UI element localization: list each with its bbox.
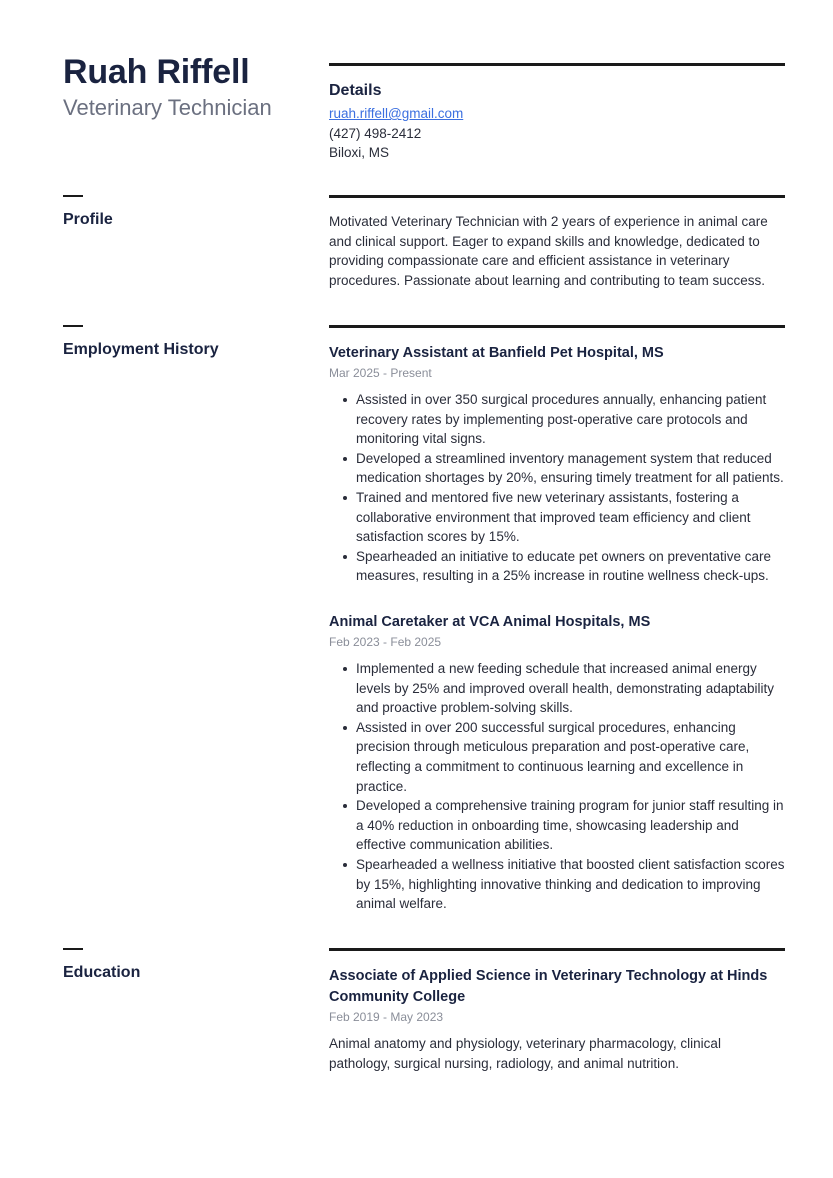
education-dates: Feb 2019 - May 2023 [329,1010,444,1024]
job-title: Veterinary Assistant at Banfield Pet Hospital, MS [329,345,664,361]
bullet-item: Developed a streamlined inventory management system that reduced medication shortages by 20%, ensuring timely treatment for all patients. [329,449,785,488]
job-entry [329,343,785,586]
degree-title: Associate of Applied Science in Veterinary Technology at Hinds Community College [329,968,768,1005]
employment-dash [63,325,83,327]
details-divider [329,63,785,66]
education-description: Animal anatomy and physiology, veterinary pharmacology, clinical pathology, surgical nursing, radiology, and animal nutrition. [329,1036,721,1071]
profile-dash [63,195,83,197]
location: Biloxi, MS [329,145,390,160]
education-divider [329,948,785,951]
email-link[interactable]: ruah.riffell@gmail.com [329,106,464,121]
job-entry [329,612,785,914]
bullet-item: Implemented a new feeding schedule that increased animal energy levels by 25% and improved overall health, demonstrating adaptability and proactive problem-solving skills. [329,659,785,718]
job-bullets [329,390,785,586]
job-bullets [329,659,785,914]
profile-text: Motivated Veterinary Technician with 2 years of experience in animal care and clinical support. Eager to expand skills and knowledge, dedicated to providing compassionate care and efficient assistance in veterinary procedures. Passionate about learning and contributing to team success. [329,214,768,288]
bullet-item: Developed a comprehensive training program for junior staff resulting in a 40% reduction in onboarding time, showcasing leadership and effective communication abilities. [329,796,785,855]
employment-heading: Employment History [63,341,219,358]
bullet-item: Assisted in over 350 surgical procedures annually, enhancing patient recovery rates by implementing post-operative care protocols and monitoring vital signs. [329,390,785,449]
bullet-item: Spearheaded an initiative to educate pet owners on preventative care measures, resulting in a 25% increase in routine wellness check-ups. [329,547,785,586]
profile-heading: Profile [63,211,113,228]
job-dates: Mar 2025 - Present [329,366,432,380]
bullet-item: Spearheaded a wellness initiative that boosted client satisfaction scores by 15%, highlighting innovative thinking and dedication to improving animal welfare. [329,855,785,914]
job-dates: Feb 2023 - Feb 2025 [329,635,442,649]
job-title: Animal Caretaker at VCA Animal Hospitals, MS [329,614,651,630]
bullet-item: Assisted in over 200 successful surgical procedures, enhancing precision through meticulous preparation and post-operative care, reflecting a commitment to continuous learning and excellence in practice. [329,718,785,796]
education-dash [63,948,83,950]
education-heading: Education [63,964,141,981]
employment-divider [329,325,785,328]
details-section [329,81,785,163]
candidate-name: Ruah Riffell [63,53,250,91]
bullet-item: Trained and mentored five new veterinary assistants, fostering a collaborative environment that improved team efficiency and client satisfaction scores by 15%. [329,488,785,547]
phone-number: (427) 498-2412 [329,125,422,141]
education-entry [329,966,785,1073]
details-heading: Details [329,82,382,99]
profile-divider [329,195,785,198]
candidate-title: Veterinary Technician [63,95,272,120]
